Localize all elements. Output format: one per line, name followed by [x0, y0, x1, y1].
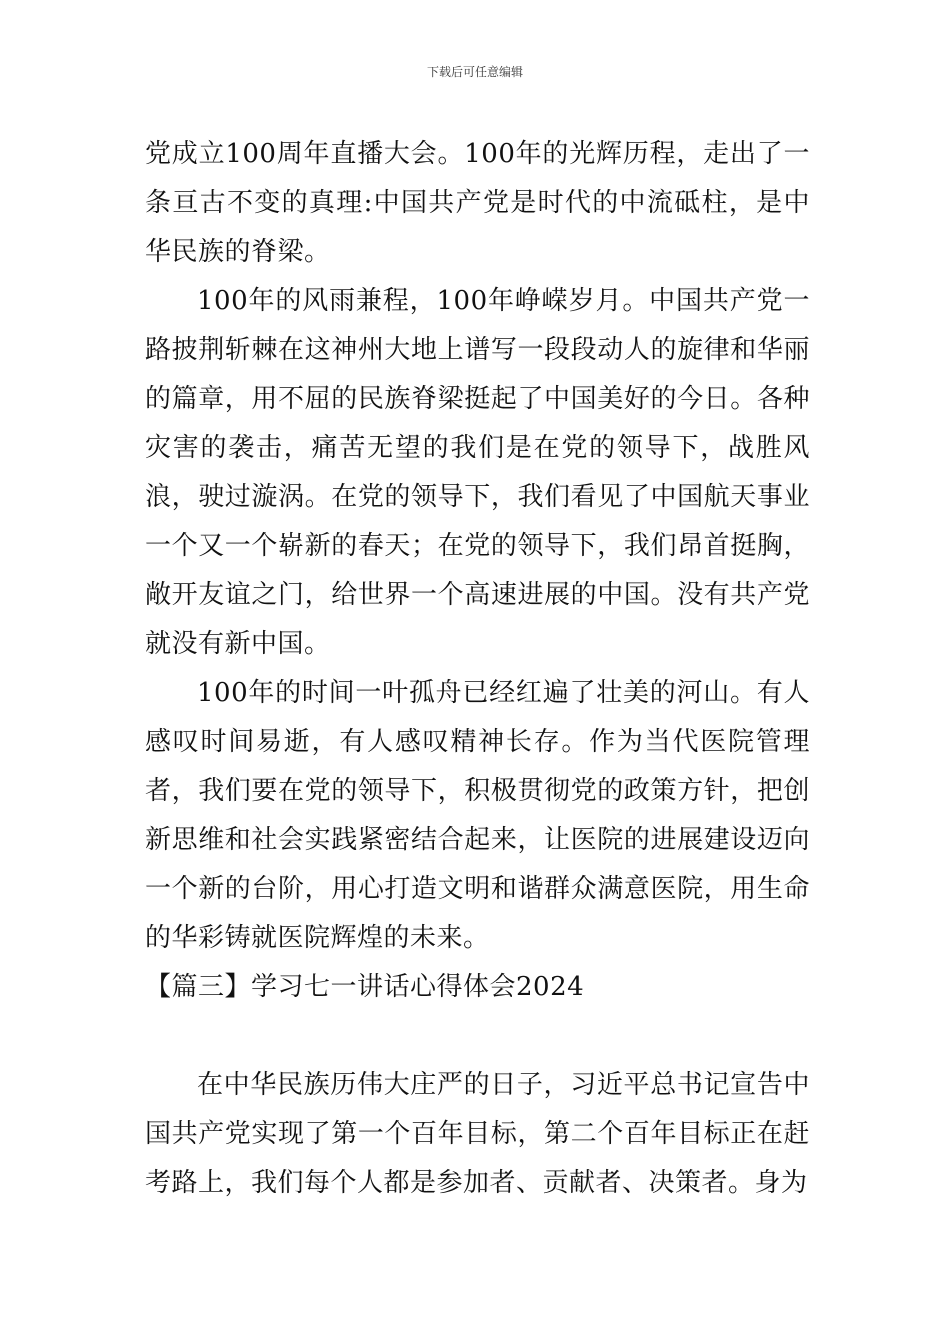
section-heading: 【篇三】学习七一讲话心得体会2024: [145, 972, 585, 1002]
paragraph-3: 100年的时间一叶孤舟已经红遍了壮美的河山。有人感叹时间易逝，有人感叹精神长存。作为当代医院管理者，我们要在党的领导下，积极贯彻党的政策方针，把创新思维和社会实践紧密结合起来，让医院的进展建设迈向一个新的台阶，用心打造文明和谐群众满意医院，用生命的华彩铸就医院辉煌的未来。: [145, 678, 810, 953]
paragraph-1: 党成立100周年直播大会。100年的光辉历程，走出了一条亘古不变的真理:中国共产党是时代的中流砥柱，是中华民族的脊梁。: [145, 139, 810, 267]
paragraph-4: 在中华民族历伟大庄严的日子，习近平总书记宣告中国共产党实现了第一个百年目标，第二个百年目标正在赶考路上，我们每个人都是参加者、贡献者、决策者。身为: [145, 1070, 810, 1198]
page-header: 下载后可任意编辑: [426, 65, 523, 79]
document-body: [145, 130, 810, 1208]
paragraph-2: 100年的风雨兼程，100年峥嵘岁月。中国共产党一路披荆斩棘在这神州大地上谱写一段段动人的旋律和华丽的篇章，用不屈的民族脊梁挺起了中国美好的今日。各种灾害的袭击，痛苦无望的我们是在党的领导下，战胜风浪，驶过漩涡。在党的领导下，我们看见了中国航天事业一个又一个崭新的春天；在党的领导下，我们昂首挺胸，敞开友谊之门，给世界一个高速进展的中国。没有共产党就没有新中国。: [145, 286, 810, 659]
blank-line: [145, 1012, 810, 1061]
